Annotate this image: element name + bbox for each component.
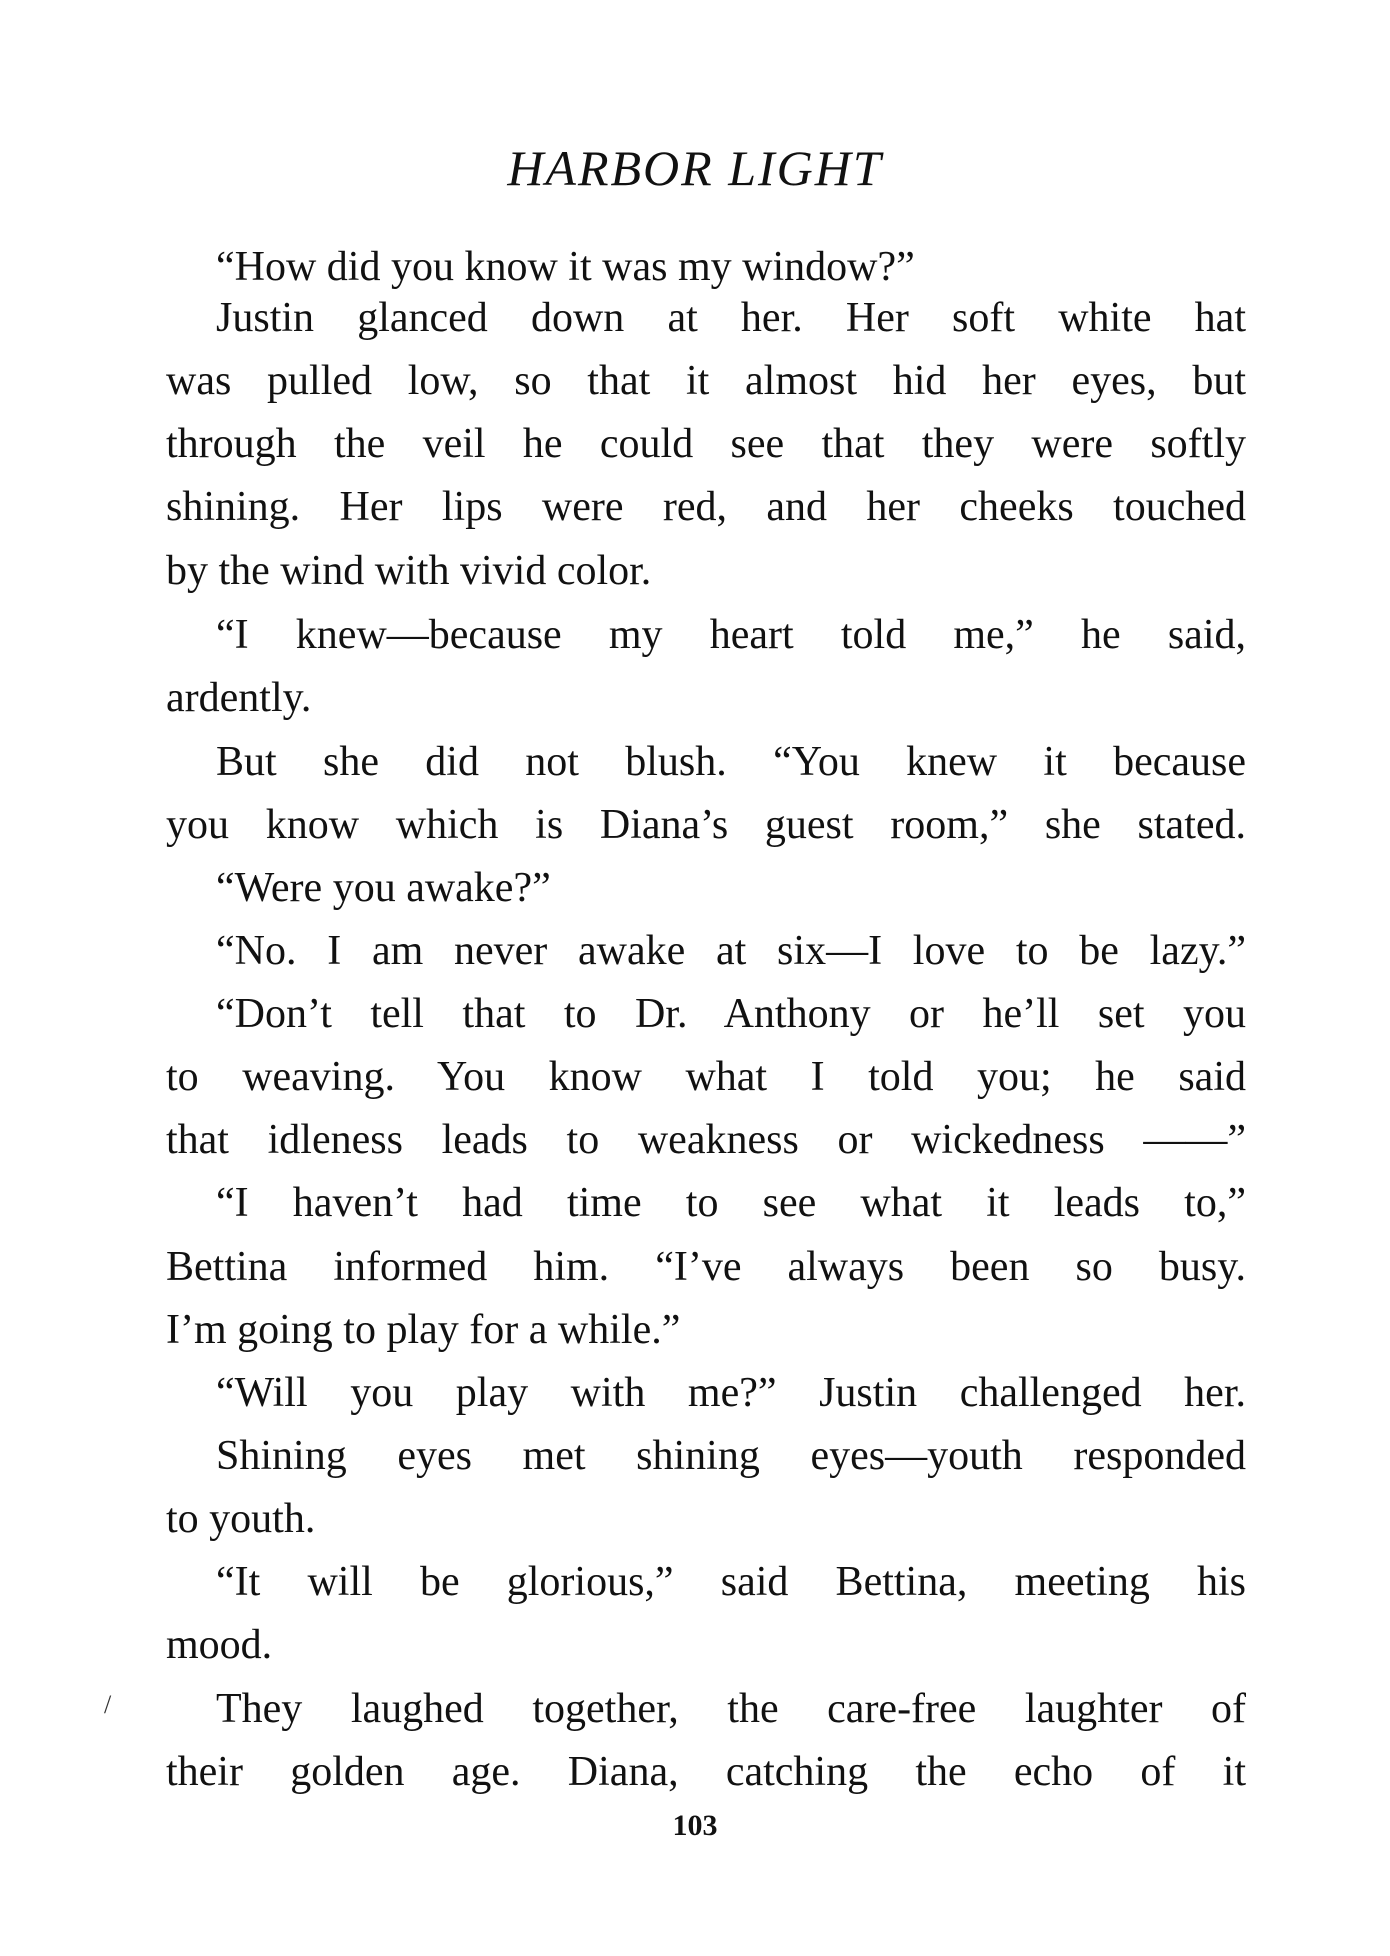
text-line: that idleness leads to weakness or wickedness ——” [166, 1117, 1246, 1163]
margin-mark: / [104, 1690, 112, 1719]
text-line: I’m going to play for a while.” [166, 1307, 681, 1353]
text-line: their golden age. Diana, catching the echo of it [166, 1749, 1246, 1795]
text-line: “It will be glorious,” said Bettina, meeting his [216, 1559, 1246, 1605]
text-line: “Will you play with me?” Justin challenged her. [216, 1370, 1246, 1416]
text-line: “I haven’t had time to see what it leads to,” [216, 1180, 1246, 1226]
text-line: “How did you know it was my window?” [216, 244, 915, 290]
text-line: “Were you awake?” [216, 865, 551, 911]
text-line: “I knew—because my heart told me,” he said, [216, 612, 1246, 658]
text-line: They laughed together, the care-free laughter of [216, 1686, 1246, 1732]
text-line: shining. Her lips were red, and her cheeks touched [166, 484, 1246, 530]
text-line: was pulled low, so that it almost hid her eyes, but [166, 358, 1246, 404]
text-line: to youth. [166, 1496, 316, 1542]
text-line: by the wind with vivid color. [166, 548, 652, 594]
text-line: you know which is Diana’s guest room,” she stated. [166, 802, 1246, 848]
text-line: Shining eyes met shining eyes—youth responded [216, 1433, 1246, 1479]
text-line: Bettina informed him. “I’ve always been so busy. [166, 1244, 1246, 1290]
text-line: “Don’t tell that to Dr. Anthony or he’ll set you [216, 991, 1246, 1037]
text-line: to weaving. You know what I told you; he said [166, 1054, 1246, 1100]
text-line: But she did not blush. “You knew it because [216, 739, 1246, 785]
text-line: Justin glanced down at her. Her soft white hat [216, 295, 1246, 341]
text-line: ardently. [166, 675, 312, 721]
text-line: mood. [166, 1622, 273, 1668]
text-line: through the veil he could see that they were softly [166, 421, 1246, 467]
text-line: “No. I am never awake at six—I love to be lazy.” [216, 928, 1246, 974]
page-number: 103 [672, 1809, 718, 1842]
running-head: HARBOR LIGHT [507, 140, 883, 196]
